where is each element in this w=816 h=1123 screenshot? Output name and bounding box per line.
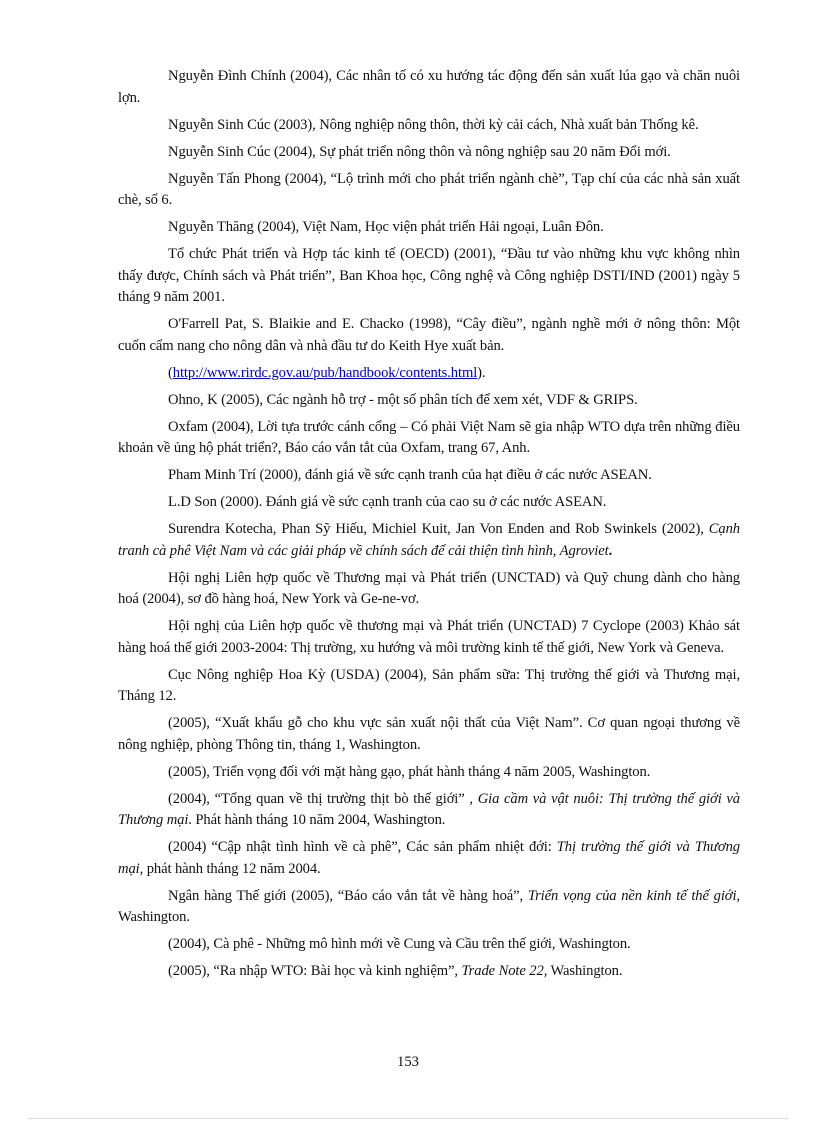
handbook-link[interactable]: http://www.rirdc.gov.au/pub/handbook/contents.html <box>172 364 478 381</box>
reference-item: Nguyễn Tấn Phong (2004), “Lộ trình mới cho phát triển ngành chè”, Tạp chí của các nhà sản xuất chè, số 6. <box>118 170 740 208</box>
url-close-paren: ). <box>477 364 486 381</box>
reference-text: , phát hành tháng 12 năm 2004. <box>139 860 321 877</box>
reference-text: Washington. <box>118 909 190 925</box>
reference-url-item <box>118 363 740 385</box>
reference-item <box>118 789 740 832</box>
reference-item <box>118 961 740 983</box>
reference-text: . <box>608 542 613 559</box>
reference-item: Ohno, K (2005), Các ngành hỗ trợ - một số phân tích để xem xét, VDF & GRIPS. <box>168 391 638 408</box>
reference-text: (2004), “Tổng quan về thị trường thịt bò thế giới” , <box>168 790 478 807</box>
reference-text: (2005), “Ra nhập WTO: Bài học và kinh nghiệm”, <box>168 963 462 979</box>
reference-title-italic: Gia cầm và vật nuôi: Thị trường thế giới và Thương mại <box>118 790 740 828</box>
reference-item: Pham Minh Trí (2000), đánh giá về sức cạnh tranh của hạt điều ở các nước ASEAN. <box>168 467 652 483</box>
reference-item: Nguyễn Thăng (2004), Việt Nam, Học viện phát triển Hải ngoại, Luân Đôn. <box>168 219 604 235</box>
reference-item: Nguyễn Sinh Cúc (2004), Sự phát triển nông thôn và nông nghiệp sau 20 năm Đổi mới. <box>168 143 671 160</box>
reference-list <box>118 66 740 988</box>
reference-item: (2005), “Xuất khẩu gỗ cho khu vực sản xuất nội thất của Việt Nam”. Cơ quan ngoại thương về nông nghiệp, phòng Thông tin, tháng 1, Washington. <box>118 715 740 753</box>
reference-item: (2005), Triển vọng đối với mặt hàng gạo, phát hành tháng 4 năm 2005, Washington. <box>168 763 651 780</box>
reference-item <box>118 519 740 562</box>
reference-title-italic: Triển vọng của nền kinh tế thế giới, <box>527 887 740 904</box>
reference-item: Hội nghị Liên hợp quốc về Thương mại và Phát triển (UNCTAD) và Quỹ chung dành cho hàng hoá (2004), sơ đồ hàng hoá, New York và Ge-ne-vơ. <box>118 569 740 607</box>
reference-item: O'Farrell Pat, S. Blaikie and E. Chacko (1998), “Cây điều”, ngành nghề mới ở nông thôn: Một cuốn cẩm nang cho nông dân và nhà đầu tư do Keith Hye xuất bản. <box>118 316 740 354</box>
reference-item: Hội nghị của Liên hợp quốc về thương mại và Phát triển (UNCTAD) 7 Cyclope (2003) Khảo sát hàng hoá thế giới 2003-2004: Thị trường, xu hướng và môi trường kinh tế thế giới, New York và Geneva. <box>118 618 740 656</box>
reference-title-italic: Thị trường thế giới và Thương mại <box>118 839 740 877</box>
reference-item: Nguyễn Đình Chính (2004), Các nhân tố có xu hướng tác động đến sản xuất lúa gạo và chăn nuôi lợn. <box>118 68 740 106</box>
reference-item: Nguyễn Sinh Cúc (2003), Nông nghiệp nông thôn, thời kỳ cải cách, Nhà xuất bản Thống kê. <box>168 116 699 133</box>
page-number: 153 <box>397 1054 419 1070</box>
page-bottom-border <box>28 1118 788 1119</box>
reference-text: Ngân hàng Thế giới (2005), “Báo cáo vắn tắt về hàng hoá”, <box>168 887 528 904</box>
reference-title-italic: Trade Note 22 <box>461 963 544 979</box>
reference-item <box>118 886 740 929</box>
reference-text: . Phát hành tháng 10 năm 2004, Washington. <box>188 812 446 828</box>
reference-text: (2004) “Cập nhật tình hình về cà phê”, Các sản phẩm nhiệt đới: <box>168 839 557 855</box>
reference-item: Tổ chức Phát triển và Hợp tác kinh tế (OECD) (2001), “Đầu tư vào những khu vực không nhìn thấy được, Chính sách và Phát triển”, Ban Khoa học, Công nghệ và Công nghiệp DSTI/IND (2001) ngày 5 tháng 9 năm 2001. <box>118 246 740 305</box>
url-open-paren: ( <box>168 364 173 381</box>
reference-item: Cục Nông nghiệp Hoa Kỳ (USDA) (2004), Sản phẩm sữa: Thị trường thế giới và Thương mại, Tháng 12. <box>118 666 740 704</box>
reference-text: Surendra Kotecha, Phan Sỹ Hiếu, Michiel Kuit, Jan Von Enden and Rob Swinkels (2002), <box>168 521 709 537</box>
reference-item: L.D Son (2000). Đánh giá về sức cạnh tranh của cao su ở các nước ASEAN. <box>168 494 607 510</box>
reference-title-italic: Cạnh tranh cà phê Việt Nam và các giải pháp về chính sách để cải thiện tình hình, Agroviet <box>118 521 740 559</box>
reference-item: Oxfam (2004), Lời tựa trước cánh cổng – Có phải Việt Nam sẽ gia nhập WTO dựa trên những điều khoản về ủng hộ phát triển?, Báo cáo vắn tắt của Oxfam, trang 67, Anh. <box>118 418 740 456</box>
reference-text: , Washington. <box>543 963 623 979</box>
reference-item <box>118 837 740 880</box>
reference-item: (2004), Cà phê - Những mô hình mới về Cung và Cầu trên thế giới, Washington. <box>168 936 631 952</box>
